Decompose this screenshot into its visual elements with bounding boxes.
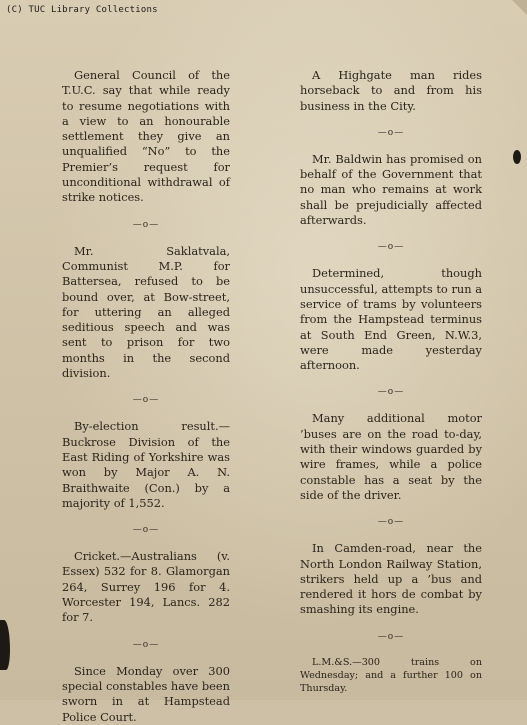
ink-smudge <box>0 620 10 670</box>
news-item-by-election: By-election result.— Buckrose Division of the East Riding of Yorkshire was won by Major A. N. Braithwaite (Con.) by a majority of 1,552. <box>62 419 230 510</box>
watermark: (C) TUC Library Collections <box>6 5 158 15</box>
separator: —o— <box>377 127 405 138</box>
news-item-trams: Determined, though unsuccessful, attempts to run a service of trams by volunteers from the Hampstead terminus at South End Green, N.W.3, were made yesterday afternoon. <box>300 266 482 373</box>
separator: —o— <box>377 242 405 253</box>
page-corner <box>510 0 527 20</box>
news-item-saklatvala: Mr. Saklatvala, Communist M.P. for Battersea, refused to be bound over, at Bow-street, for uttering an alleged seditious speech and was sent to prison for two months in the second division. <box>62 243 230 381</box>
separator: —o— <box>132 639 160 650</box>
right-column <box>300 68 482 695</box>
news-item-tuc: General Council of the T.U.C. say that while ready to resume negotiations with a view to an honourable settlement they give an unqualified “No” to the Premier’s request for unconditional withdrawal of strike notices. <box>62 68 230 205</box>
separator: —o— <box>377 631 405 642</box>
separator: —o— <box>377 387 405 398</box>
news-item-motor-buses: Many additional motor ’buses are on the road to-day, with their windows guarded by wire frames, while a police constable has a seat by the side of the driver. <box>300 411 482 502</box>
separator: —o— <box>132 219 160 230</box>
separator: —o— <box>132 525 160 536</box>
news-item-camden-road: In Camden-road, near the North London Railway Station, strikers held up a ’bus and rendered it hors de combat by smashing its engine. <box>300 541 482 617</box>
footer-note: L.M.&S.—300 trains on Wednesday; and a further 100 on Thursday. <box>300 656 482 694</box>
news-item-cricket: Cricket.—Australians (v. Essex) 532 for 8. Glamorgan 264, Surrey 196 for 4. Worcester 194, Lancs. 282 for 7. <box>62 549 230 625</box>
news-item-special-constables: Since Monday over 300 special constables have been sworn in at Hampstead Police Court. <box>62 663 230 724</box>
separator: —o— <box>377 517 405 528</box>
news-item-baldwin: Mr. Baldwin has promised on behalf of the Government that no man who remains at work shall be prejudicially affected afterwards. <box>300 151 482 228</box>
left-column <box>62 68 230 725</box>
ink-smudge <box>513 150 521 164</box>
separator: —o— <box>132 395 160 406</box>
news-item-highgate: A Highgate man rides horseback to and from his business in the City. <box>300 68 482 113</box>
